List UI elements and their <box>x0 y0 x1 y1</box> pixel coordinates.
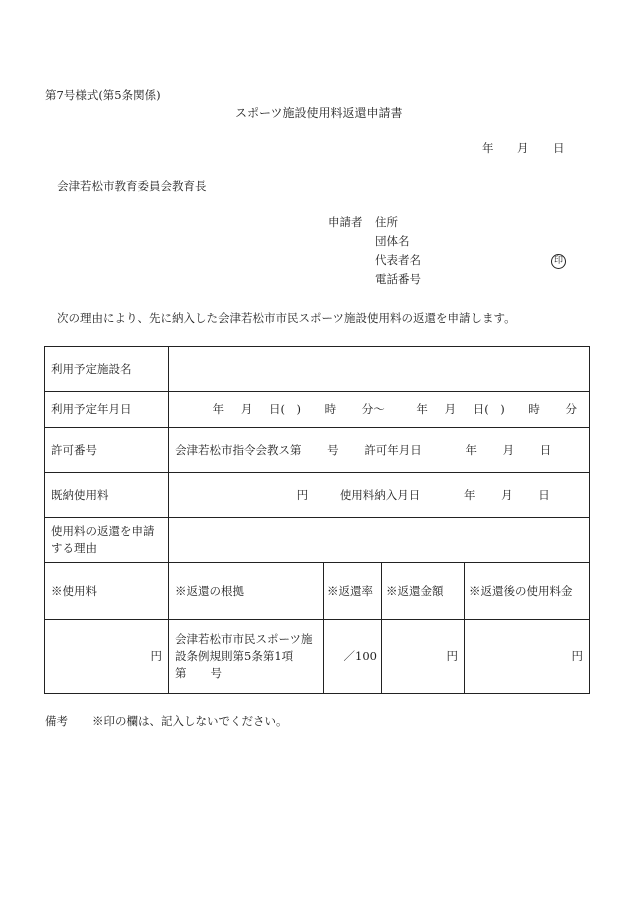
schedule-end-hour: 時 <box>528 402 540 417</box>
schedule-start-month: 月 <box>240 402 253 417</box>
form-number: 第7号様式(第5条関係) <box>45 88 161 102</box>
permit-date-day: 日 <box>539 442 552 457</box>
facility-row <box>45 347 590 392</box>
remarks-text: ※印の欄は、記入しないでください。 <box>92 714 288 728</box>
schedule-start-hour: 時 <box>324 402 337 417</box>
date-day-label: 日 <box>553 141 565 155</box>
applicant-label: 申請者 <box>328 215 363 229</box>
reason-row <box>45 518 590 563</box>
basis-text: 会津若松市市民スポーツ施設条例規則第5条第1項 <box>175 632 313 664</box>
basis-number-prefix: 第 <box>175 665 187 680</box>
col-basis-header: ※返還の根拠 <box>169 563 324 620</box>
seal-mark: 印 <box>551 254 566 269</box>
basis-number-line <box>175 665 317 682</box>
addressee: 会津若松市教育委員会教育長 <box>57 179 207 193</box>
reason-label: 使用料の返還を申請する理由 <box>45 518 169 563</box>
refund-amount-field[interactable] <box>382 620 465 694</box>
payment-date-day: 日 <box>538 487 550 502</box>
rate-denominator: ／100 <box>343 649 377 664</box>
paid-fee-row <box>45 473 590 518</box>
refund-header-row <box>45 563 590 620</box>
schedule-end-year: 年 <box>416 402 428 417</box>
payment-date-month: 月 <box>501 487 513 502</box>
schedule-end-weekday: ( ) <box>484 402 505 417</box>
schedule-range-tilde: 〜 <box>373 402 385 417</box>
date-year-label: 年 <box>482 141 494 155</box>
applicant-address-label: 住所 <box>375 215 398 229</box>
col-rate-header: ※返還率 <box>324 563 382 620</box>
payment-date-year: 年 <box>463 487 476 502</box>
permit-date-month: 月 <box>502 442 515 457</box>
schedule-start-minute: 分 <box>361 402 374 417</box>
date-month-label: 月 <box>517 141 529 155</box>
permit-number-prefix: 会津若松市指令会教ス第 <box>175 442 302 457</box>
applicant-organization-label: 団体名 <box>375 234 410 248</box>
request-statement: 次の理由により、先に納入した会津若松市市民スポーツ施設使用料の返還を申請します。 <box>57 311 516 325</box>
col-after-header: ※返還後の使用料金 <box>465 563 590 620</box>
schedule-value-field[interactable] <box>169 392 590 428</box>
schedule-end-minute: 分 <box>565 402 578 417</box>
fee-value-field[interactable] <box>45 620 169 694</box>
basis-number-suffix: 号 <box>210 665 222 680</box>
schedule-end-day: 日 <box>472 402 485 417</box>
basis-value-field <box>169 620 324 694</box>
schedule-start-weekday: ( ) <box>280 402 301 417</box>
schedule-end-month: 月 <box>444 402 457 417</box>
facility-label: 利用予定施設名 <box>45 347 169 392</box>
permit-label: 許可番号 <box>45 428 169 473</box>
schedule-label: 利用予定年月日 <box>45 392 169 428</box>
paid-fee-value-field[interactable] <box>169 473 590 518</box>
col-fee-header: ※使用料 <box>45 563 169 620</box>
reason-value-field[interactable] <box>169 518 590 563</box>
paid-fee-yen: 円 <box>296 487 309 502</box>
col-refund-header: ※返還金額 <box>382 563 465 620</box>
document-title: スポーツ施設使用料返還申請書 <box>235 106 403 120</box>
facility-value-field[interactable] <box>169 347 590 392</box>
schedule-start-day: 日 <box>268 402 281 417</box>
permit-value-field[interactable] <box>169 428 590 473</box>
permit-row <box>45 428 590 473</box>
after-fee-field[interactable] <box>465 620 590 694</box>
permit-number-suffix: 号 <box>327 442 339 457</box>
schedule-start-year: 年 <box>212 402 225 417</box>
rate-value-field[interactable] <box>324 620 382 694</box>
remarks-label: 備考 <box>45 714 68 728</box>
after-fee-yen: 円 <box>571 649 583 664</box>
schedule-row <box>45 392 590 428</box>
fee-yen: 円 <box>150 649 162 664</box>
applicant-representative-label: 代表者名 <box>375 253 421 267</box>
refund-value-row <box>45 620 590 694</box>
application-table <box>44 346 590 694</box>
permit-date-year: 年 <box>465 442 477 457</box>
payment-date-label: 使用料納入月日 <box>339 487 421 502</box>
applicant-phone-label: 電話番号 <box>375 272 421 286</box>
paid-fee-label: 既納使用料 <box>45 473 169 518</box>
permit-date-label: 許可年月日 <box>364 442 422 457</box>
refund-amount-yen: 円 <box>446 649 458 664</box>
